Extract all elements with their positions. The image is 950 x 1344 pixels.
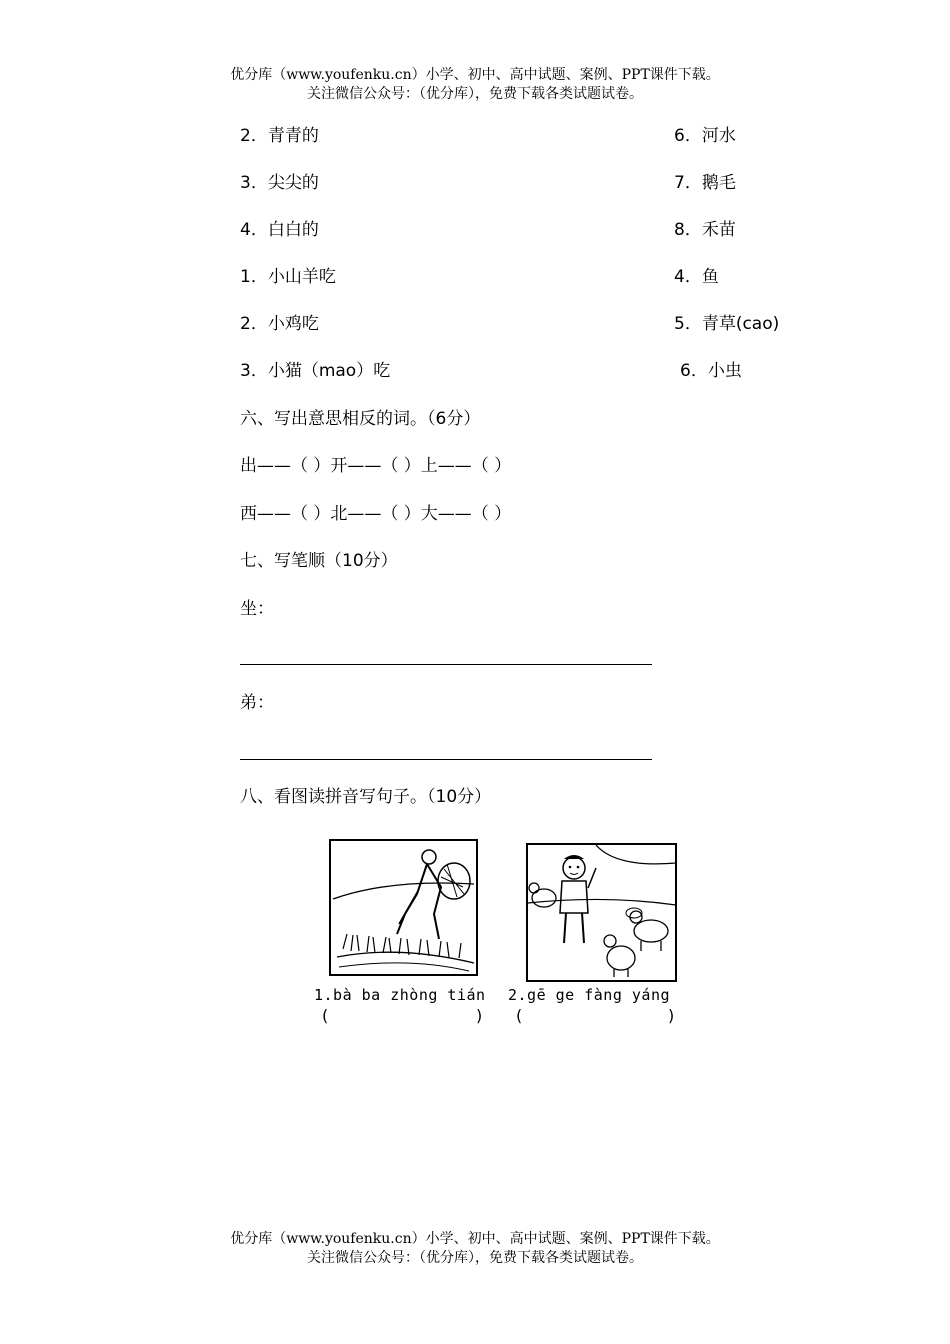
footer-line-2: 关注微信公众号：（优分库），免费下载各类试题试卷。 xyxy=(307,1250,643,1266)
boy-herding-sheep-illustration xyxy=(526,843,678,983)
match-a-left: 2．青青的 xyxy=(240,126,319,146)
antonym-row-1: 出——（ ）开——（ ）上——（ ） xyxy=(240,456,512,476)
picture-1-pinyin: 1.bà ba zhòng tián xyxy=(314,986,486,1004)
answer-line-1[interactable] xyxy=(240,664,652,665)
match-b-row-3 xyxy=(240,360,742,382)
match-a-right: 6．河水 xyxy=(674,126,736,146)
match-a-left: 3．尖尖的 xyxy=(240,173,319,193)
farmer-planting-illustration xyxy=(329,839,479,977)
stroke-item-2-label: 弟： xyxy=(240,693,274,713)
picture-2-pinyin: 2.gē ge fàng yáng xyxy=(508,986,671,1004)
match-b-left: 2．小鸡吃 xyxy=(240,314,319,334)
answer-line-2[interactable] xyxy=(240,759,652,760)
match-a-row-1 xyxy=(240,125,736,147)
stroke-item-1-label: 坐： xyxy=(240,599,274,619)
match-b-right: 5．青草(cao) xyxy=(674,314,780,334)
section-7-title: 七、写笔顺（10分） xyxy=(240,551,398,571)
match-a-row-3 xyxy=(240,219,736,241)
answer-paren-1-close: ) xyxy=(476,1006,483,1025)
answer-paren-1-open: ( xyxy=(322,1006,329,1025)
match-b-row-1 xyxy=(240,266,719,288)
match-b-left: 1．小山羊吃 xyxy=(240,267,336,287)
match-b-right: 4．鱼 xyxy=(674,267,719,287)
header-line-1: 优分库（www.youfenku.cn）小学、初中、高中试题、案例、PPT课件下载。 xyxy=(230,67,720,83)
match-a-row-2 xyxy=(240,172,736,194)
antonym-row-2: 西——（ ）北——（ ）大——（ ） xyxy=(240,504,512,524)
answer-paren-2-open: ( xyxy=(516,1006,523,1025)
answer-paren-2-close: ) xyxy=(668,1006,675,1025)
footer-line-1: 优分库（www.youfenku.cn）小学、初中、高中试题、案例、PPT课件下载。 xyxy=(230,1231,720,1247)
match-a-right: 7．鹅毛 xyxy=(674,173,736,193)
section-8-title: 八、看图读拼音写句子。（10分） xyxy=(240,787,492,807)
header-line-2: 关注微信公众号：（优分库），免费下载各类试题试卷。 xyxy=(307,86,643,102)
match-b-row-2 xyxy=(240,313,780,335)
match-b-right: 6．小虫 xyxy=(680,361,742,381)
match-b-left: 3．小猫（mao）吃 xyxy=(240,361,391,381)
match-a-left: 4．白白的 xyxy=(240,220,319,240)
match-a-right: 8．禾苗 xyxy=(674,220,736,240)
section-6-title: 六、写出意思相反的词。（6分） xyxy=(240,409,481,429)
